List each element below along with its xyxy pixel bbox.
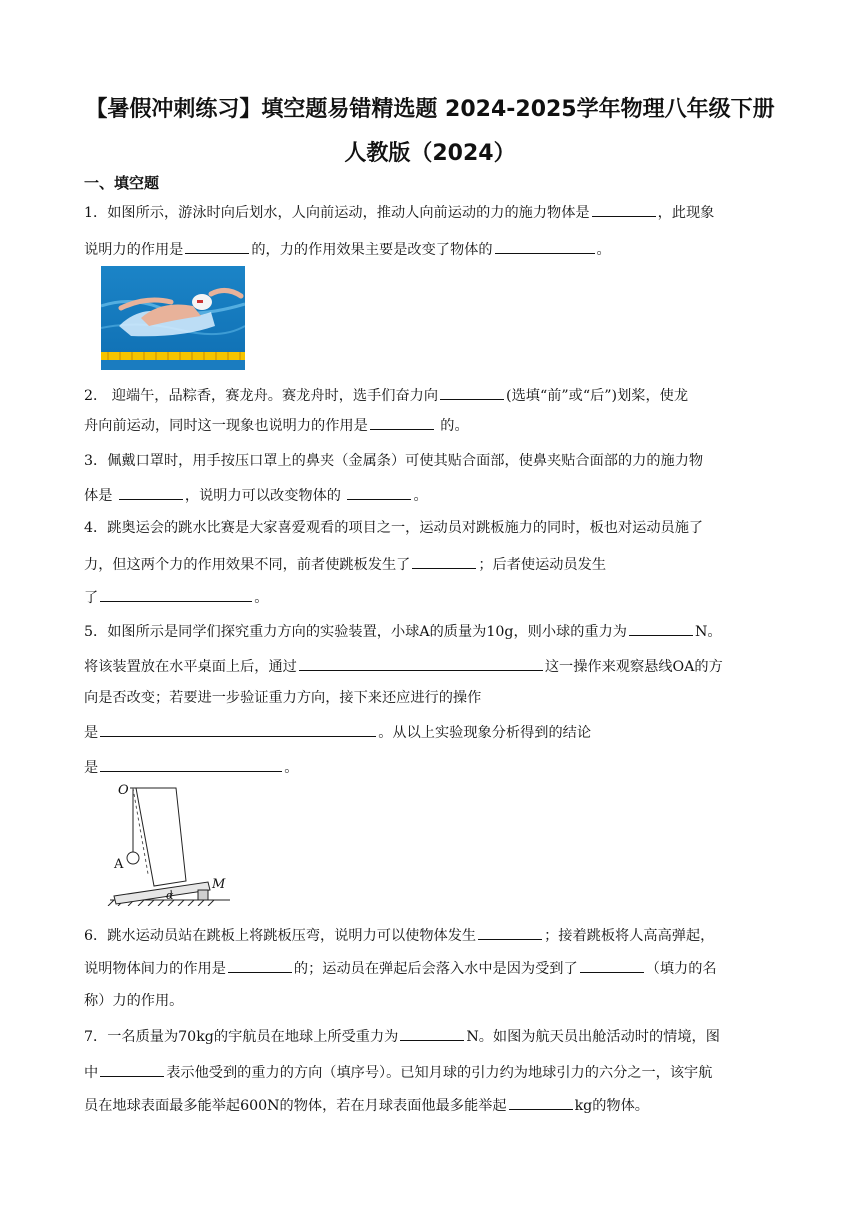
label-m: M xyxy=(212,877,226,892)
answer-blank[interactable] xyxy=(629,620,693,636)
q5-line-4: 是 。从以上实验现象分析得到的结论 xyxy=(84,721,784,743)
q2-line-1: 2． 迎端午，品粽香，赛龙舟。赛龙舟时，选手们奋力向 (选填“前”或“后”)划桨，使龙 xyxy=(84,384,784,406)
q4-line-3: 了 。 xyxy=(84,586,784,608)
answer-blank[interactable] xyxy=(119,484,183,500)
answer-blank[interactable] xyxy=(509,1094,573,1110)
answer-blank[interactable] xyxy=(228,957,292,973)
q5-line-1: 5．如图所示是同学们探究重力方向的实验装置，小球A的质量为10g，则小球的重力为 N。 xyxy=(84,620,784,642)
answer-blank[interactable] xyxy=(592,201,656,217)
label-a: A xyxy=(114,857,124,872)
section-heading: 一、填空题 xyxy=(84,174,160,192)
q6-line-3: 称）力的作用。 xyxy=(84,993,184,1009)
answer-blank[interactable] xyxy=(400,1025,464,1041)
answer-blank[interactable] xyxy=(440,384,504,400)
title-line-1: 【暑假冲刺练习】填空题易错精选题 2024-2025学年物理八年级下册 xyxy=(85,97,775,122)
label-alpha: α xyxy=(166,889,174,902)
swimmer-photo xyxy=(101,266,245,370)
answer-blank[interactable] xyxy=(100,756,282,772)
title-line-2: 人教版（2024） xyxy=(344,141,516,166)
q5-line-3: 向是否改变；若要进一步验证重力方向，接下来还应进行的操作 xyxy=(84,690,482,706)
q5-line-2: 将该装置放在水平桌面上后，通过 这一操作来观察悬线OA的方 xyxy=(84,655,784,677)
answer-blank[interactable] xyxy=(580,957,644,973)
answer-blank[interactable] xyxy=(347,484,411,500)
page-title xyxy=(60,88,800,176)
q3-line-2: 体是 ，说明力可以改变物体的 。 xyxy=(84,484,784,506)
q1-line-2: 说明力的作用是 的，力的作用效果主要是改变了物体的 。 xyxy=(84,238,784,260)
answer-blank[interactable] xyxy=(100,721,376,737)
q4-line-2: 力，但这两个力的作用效果不同，前者使跳板发生了 ；后者使运动员发生 xyxy=(84,553,784,575)
q7-line-3: 员在地球表面最多能举起600N的物体，若在月球表面他最多能举起 kg的物体。 xyxy=(84,1094,784,1116)
answer-blank[interactable] xyxy=(412,553,476,569)
answer-blank[interactable] xyxy=(478,924,542,940)
q2-line-2: 舟向前运动，同时这一现象也说明力的作用是 的。 xyxy=(84,414,784,436)
answer-blank[interactable] xyxy=(495,238,595,254)
answer-blank[interactable] xyxy=(299,655,543,671)
answer-blank[interactable] xyxy=(100,1061,164,1077)
q1-line-1: 1．如图所示，游泳时向后划水，人向前运动，推动人向前运动的力的施力物体是 ，此现象 xyxy=(84,201,784,223)
answer-blank[interactable] xyxy=(100,586,252,602)
answer-blank[interactable] xyxy=(370,414,434,430)
q4-line-1: 4．跳奥运会的跳水比赛是大家喜爱观看的项目之一，运动员对跳板施力的同时，板也对运动员施了 xyxy=(84,520,704,536)
q5-line-5: 是 。 xyxy=(84,756,784,778)
label-o: O xyxy=(118,783,129,798)
pendulum-incline-diagram xyxy=(100,778,230,906)
q7-line-2: 中 表示他受到的重力的方向（填序号）。已知月球的引力约为地球引力的六分之一，该宇航 xyxy=(84,1061,784,1083)
q3-line-1: 3．佩戴口罩时，用手按压口罩上的鼻夹（金属条）可使其贴合面部，使鼻夹贴合面部的力的施力物 xyxy=(84,453,704,469)
q6-line-1: 6．跳水运动员站在跳板上将跳板压弯，说明力可以使物体发生 ；接着跳板将人高高弹起， xyxy=(84,924,784,946)
answer-blank[interactable] xyxy=(185,238,249,254)
q7-line-1: 7．一名质量为70kg的宇航员在地球上所受重力为 N。如图为航天员出舱活动时的情境，图 xyxy=(84,1025,784,1047)
q6-line-2: 说明物体间力的作用是 的；运动员在弹起后会落入水中是因为受到了 （填力的名 xyxy=(84,957,784,979)
